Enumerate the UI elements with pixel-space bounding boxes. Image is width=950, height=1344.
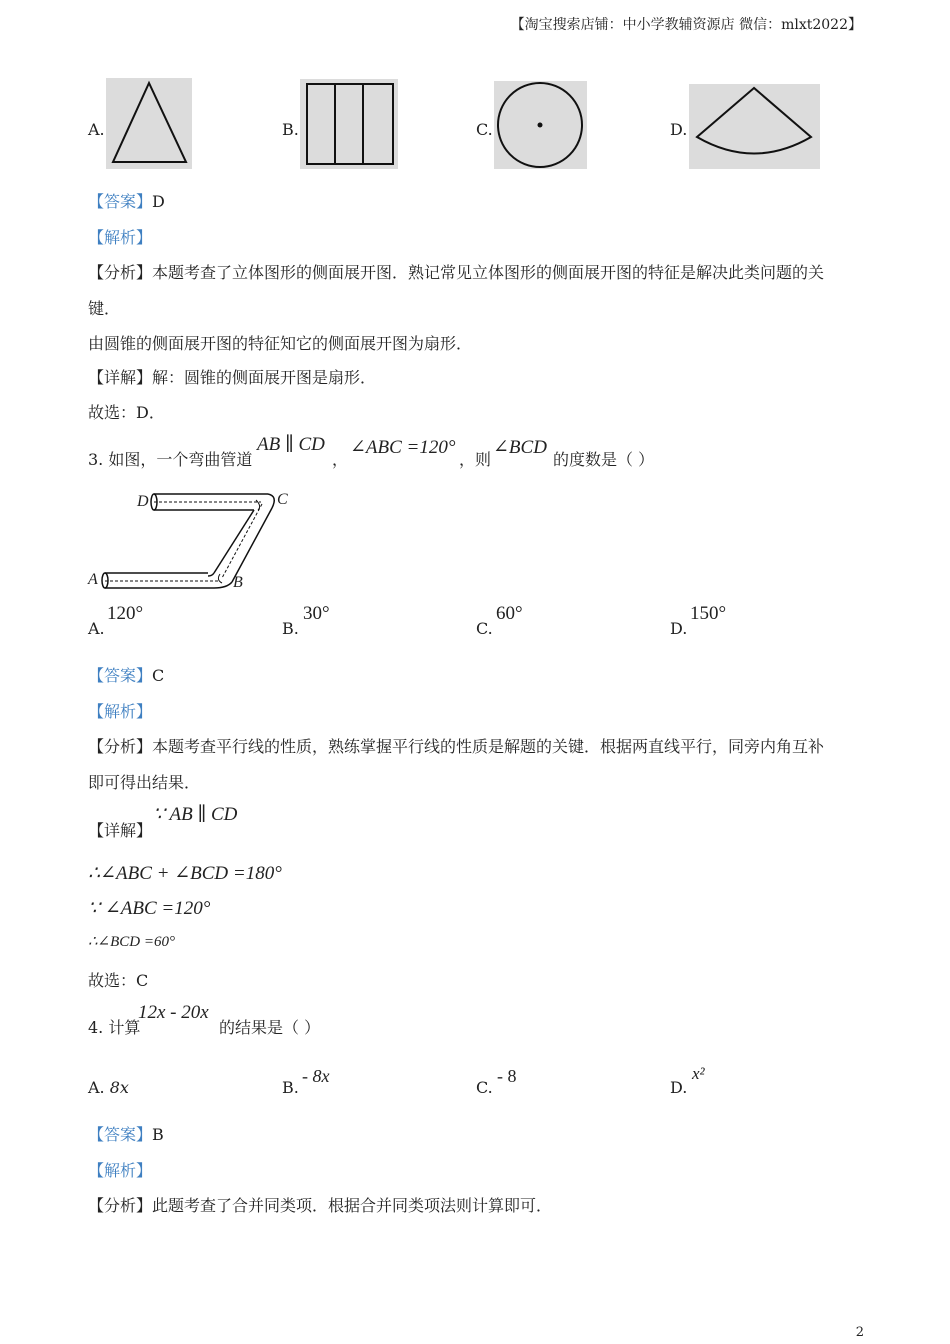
answer-tag: 【答案】: [88, 1125, 153, 1144]
q3-choose: 故选：C: [88, 971, 149, 990]
q3-math-angle-abc: ∠ABC =120°: [350, 437, 456, 458]
q4-option-d-letter: D.: [670, 1078, 688, 1097]
q2-answer: D: [152, 192, 165, 211]
q4-option-c-letter: C.: [476, 1078, 493, 1097]
q2-choose: 故选：D．: [88, 403, 165, 422]
q2-option-a-letter: A.: [88, 120, 105, 139]
page-number: 2: [855, 1325, 864, 1340]
q3-math-angle-bcd: ∠BCD: [493, 437, 547, 458]
q4-option-d-value: x²: [692, 1064, 705, 1083]
q3-option-a-letter: A.: [88, 619, 105, 638]
q2-fenxi-line1: [88, 263, 824, 283]
q3-stem-b: 的度数是（ ）: [553, 450, 655, 469]
q2-option-d-letter: D.: [670, 120, 688, 139]
q2-fenxi-line2: 键．: [88, 299, 121, 318]
q3-option-d-letter: D.: [670, 619, 688, 638]
q3-math-ab-parallel-cd: AB ∥ CD: [257, 434, 325, 455]
q3-sep1: ，: [332, 450, 349, 469]
rectangle-strips-icon: [300, 79, 398, 169]
q4-option-b-letter: B.: [282, 1078, 299, 1097]
q3-detail-step2: ∴∠ABC + ∠BCD =180°: [88, 863, 282, 884]
q2-analysis-tag: 【解析】: [88, 228, 153, 247]
q2-option-a-image: [106, 78, 192, 169]
q3-answer-line: [88, 666, 164, 686]
q4-option-c-value: - 8: [497, 1066, 517, 1086]
q4-stem-a: 4. 计算: [88, 1018, 141, 1037]
fenxi-tag: 【分析】: [88, 737, 153, 756]
answer-tag: 【答案】: [88, 666, 153, 685]
detail-tag: 【详解】: [88, 368, 153, 387]
q3-fig-label-b: B: [233, 574, 243, 591]
q3-sep2: ，则: [459, 450, 492, 469]
q3-fenxi-line2: 即可得出结果．: [88, 773, 201, 792]
fenxi-tag: 【分析】: [88, 263, 153, 282]
q2-option-b-letter: B.: [282, 120, 299, 139]
q4-expression: 12x - 20x: [138, 1002, 209, 1023]
q4-answer-line: [88, 1125, 164, 1145]
q2-detail-line: [88, 368, 376, 388]
q3-option-d-value: 150°: [690, 603, 727, 624]
q4-fenxi-line: [88, 1196, 552, 1216]
q3-fenxi-line1: [88, 737, 824, 757]
q2-fenxi-text: 本题考查了立体图形的侧面展开图．熟记常见立体图形的侧面展开图的特征是解决此类问题的关: [152, 263, 825, 282]
page-header: 【淘宝搜索店铺：中小学教辅资源店 微信：mlxt2022】: [510, 17, 862, 33]
q3-fig-label-c: C: [277, 491, 288, 508]
q4-fenxi-text: 此题考查了合并同类项．根据合并同类项法则计算即可．: [152, 1196, 553, 1215]
q2-option-c-image: [494, 81, 587, 169]
q3-fig-label-d: D: [137, 493, 149, 510]
q4-option-a-value: 8x: [109, 1078, 129, 1097]
q3-detail-tag: 【详解】: [88, 821, 153, 840]
q4-answer: B: [152, 1125, 164, 1144]
q4-analysis-tag: 【解析】: [88, 1161, 153, 1180]
q4-option-a: [88, 1078, 129, 1098]
q3-stem-a: 3. 如图，一个弯曲管道: [88, 450, 253, 469]
q2-option-d-image: [689, 84, 820, 169]
sector-icon: [689, 84, 820, 169]
q3-detail-step3: ∵ ∠ABC =120°: [88, 898, 211, 919]
q3-fig-label-a: A: [88, 571, 98, 588]
q3-fenxi-text: 本题考查平行线的性质，熟练掌握平行线的性质是解题的关键．根据两直线平行，同旁内角互补: [152, 737, 825, 756]
q3-option-b-value: 30°: [303, 603, 330, 624]
q4-option-b-value: - 8x: [302, 1066, 330, 1086]
fenxi-tag: 【分析】: [88, 1196, 153, 1215]
q3-option-a-value: 120°: [107, 603, 144, 624]
q3-analysis-tag: 【解析】: [88, 702, 153, 721]
q3-pipe-figure: [86, 486, 296, 596]
q2-option-b-image: [300, 79, 398, 169]
q3-option-c-letter: C.: [476, 619, 493, 638]
q3-detail-step4: ∴∠BCD =60°: [88, 934, 175, 950]
q4-option-a-letter: A.: [88, 1078, 110, 1097]
q3-option-c-value: 60°: [496, 603, 523, 624]
q3-detail-step1: ∵ AB ∥ CD: [153, 804, 238, 825]
circle-icon: [494, 81, 587, 169]
q3-option-b-letter: B.: [282, 619, 299, 638]
q2-answer-line: [88, 192, 165, 212]
q3-answer: C: [152, 666, 165, 685]
q2-reasoning: 由圆锥的侧面展开图的特征知它的侧面展开图为扇形．: [88, 334, 473, 353]
q2-option-c-letter: C.: [476, 120, 493, 139]
triangle-icon: [106, 78, 192, 169]
q4-stem-b: 的结果是（ ）: [219, 1018, 321, 1037]
answer-tag: 【答案】: [88, 192, 153, 211]
q2-detail-text: 解：圆锥的侧面展开图是扇形．: [152, 368, 377, 387]
